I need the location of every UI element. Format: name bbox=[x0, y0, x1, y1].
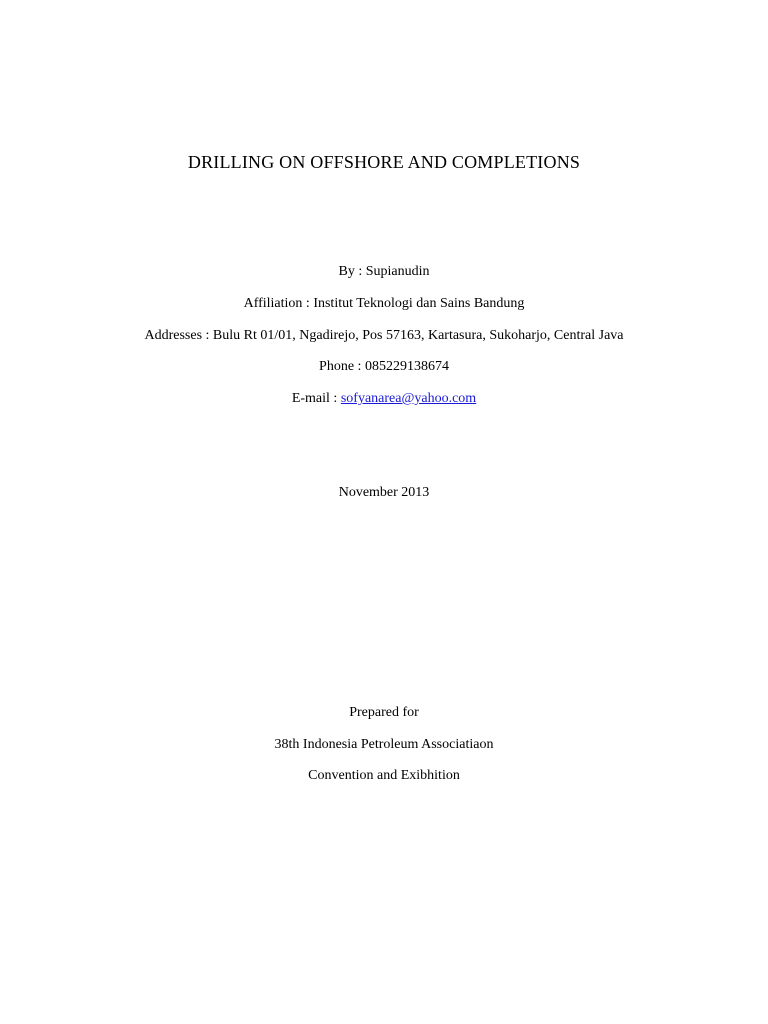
prepared-for-line bbox=[0, 704, 768, 722]
affiliation-value: Institut Teknologi dan Sains Bandung bbox=[313, 296, 525, 311]
document-title bbox=[0, 151, 768, 173]
organization-name: 38th Indonesia Petroleum Associatiaon bbox=[274, 737, 494, 752]
address-line bbox=[0, 327, 768, 345]
author-label: By : bbox=[338, 264, 366, 279]
phone-label: Phone : bbox=[319, 359, 365, 374]
phone-value: 085229138674 bbox=[364, 359, 449, 374]
affiliation-label: Affiliation : bbox=[243, 296, 314, 311]
date-line bbox=[0, 484, 768, 502]
document-title-text: DRILLING ON OFFSHORE AND COMPLETIONS bbox=[187, 152, 581, 172]
email-line bbox=[0, 390, 768, 408]
organization-line bbox=[0, 736, 768, 754]
event-line bbox=[0, 767, 768, 785]
document-date: November 2013 bbox=[338, 485, 430, 500]
address-value: Bulu Rt 01/01, Ngadirejo, Pos 57163, Kartasura, Sukoharjo, Central Java bbox=[212, 328, 624, 343]
phone-line bbox=[0, 358, 768, 376]
event-name: Convention and Exibhition bbox=[308, 768, 460, 783]
email-link[interactable]: sofyanarea@yahoo.com bbox=[340, 391, 477, 406]
prepared-for-label: Prepared for bbox=[349, 705, 419, 720]
affiliation-line bbox=[0, 295, 768, 313]
author-name: Supianudin bbox=[365, 264, 430, 279]
email-label: E-mail : bbox=[291, 391, 341, 406]
author-line bbox=[0, 263, 768, 281]
address-label: Addresses : bbox=[144, 328, 213, 343]
